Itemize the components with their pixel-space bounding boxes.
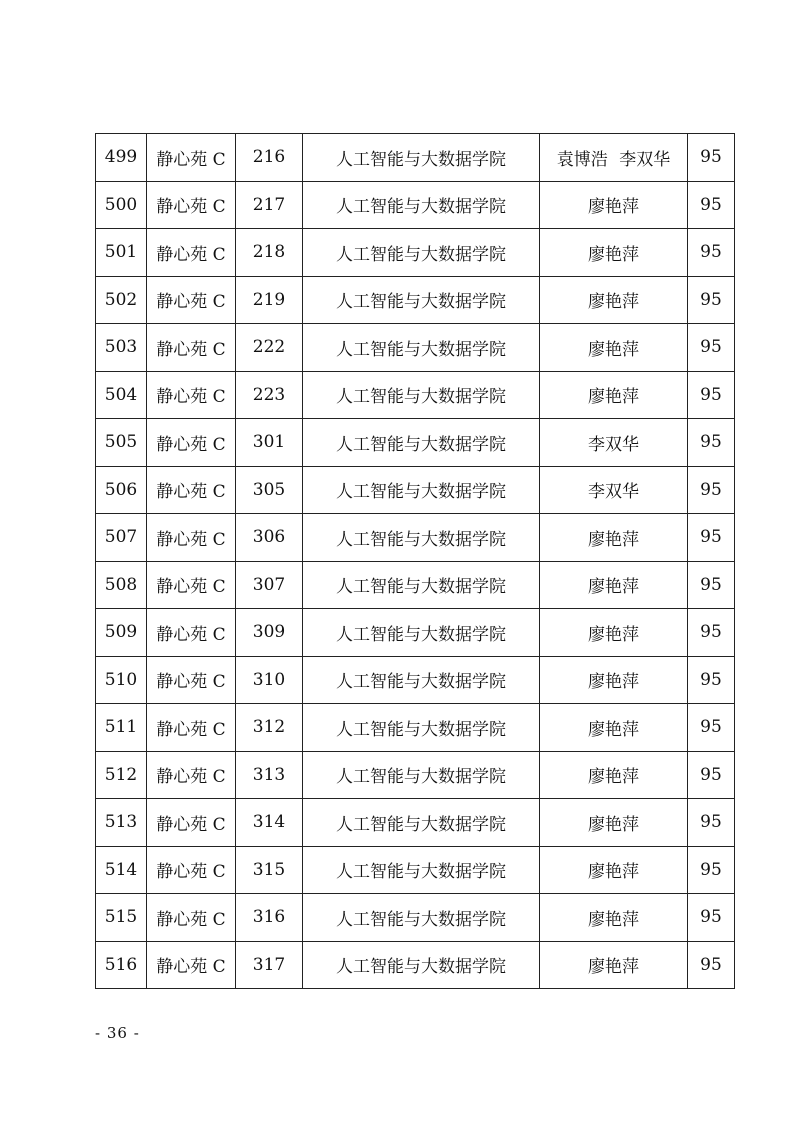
score-cell: 95 bbox=[688, 371, 735, 419]
room-number-cell: 307 bbox=[236, 561, 303, 609]
score-cell: 95 bbox=[688, 656, 735, 704]
building-name-cell: 静心苑 C bbox=[147, 799, 236, 847]
building-name-cell: 静心苑 C bbox=[147, 609, 236, 657]
row-index-cell: 499 bbox=[96, 134, 147, 182]
building-name-cell: 静心苑 C bbox=[147, 419, 236, 467]
room-number-cell: 216 bbox=[236, 134, 303, 182]
college-name-cell: 人工智能与大数据学院 bbox=[303, 846, 540, 894]
counselor-name-cell: 廖艳萍 bbox=[540, 181, 688, 229]
building-name-cell: 静心苑 C bbox=[147, 324, 236, 372]
counselor-name-cell: 廖艳萍 bbox=[540, 609, 688, 657]
counselor-name-cell: 廖艳萍 bbox=[540, 324, 688, 372]
score-cell: 95 bbox=[688, 751, 735, 799]
college-name-cell: 人工智能与大数据学院 bbox=[303, 229, 540, 277]
room-number-cell: 222 bbox=[236, 324, 303, 372]
building-name-cell: 静心苑 C bbox=[147, 941, 236, 989]
room-number-cell: 315 bbox=[236, 846, 303, 894]
room-number-cell: 217 bbox=[236, 181, 303, 229]
room-number-cell: 313 bbox=[236, 751, 303, 799]
college-name-cell: 人工智能与大数据学院 bbox=[303, 371, 540, 419]
table-row bbox=[96, 324, 735, 372]
table-row bbox=[96, 609, 735, 657]
counselor-name-cell: 廖艳萍 bbox=[540, 704, 688, 752]
row-index-cell: 510 bbox=[96, 656, 147, 704]
table-row bbox=[96, 229, 735, 277]
score-cell: 95 bbox=[688, 181, 735, 229]
college-name-cell: 人工智能与大数据学院 bbox=[303, 799, 540, 847]
score-cell: 95 bbox=[688, 229, 735, 277]
score-cell: 95 bbox=[688, 799, 735, 847]
score-cell: 95 bbox=[688, 324, 735, 372]
score-cell: 95 bbox=[688, 894, 735, 942]
score-cell: 95 bbox=[688, 466, 735, 514]
table-row bbox=[96, 704, 735, 752]
building-name-cell: 静心苑 C bbox=[147, 514, 236, 562]
building-name-cell: 静心苑 C bbox=[147, 229, 236, 277]
table-row bbox=[96, 371, 735, 419]
counselor-name-cell: 李双华 bbox=[540, 419, 688, 467]
room-number-cell: 219 bbox=[236, 276, 303, 324]
counselor-name-cell: 廖艳萍 bbox=[540, 561, 688, 609]
row-index-cell: 502 bbox=[96, 276, 147, 324]
row-index-cell: 512 bbox=[96, 751, 147, 799]
room-number-cell: 312 bbox=[236, 704, 303, 752]
college-name-cell: 人工智能与大数据学院 bbox=[303, 514, 540, 562]
building-name-cell: 静心苑 C bbox=[147, 181, 236, 229]
room-number-cell: 317 bbox=[236, 941, 303, 989]
row-index-cell: 513 bbox=[96, 799, 147, 847]
counselor-name-cell: 廖艳萍 bbox=[540, 229, 688, 277]
table-row bbox=[96, 846, 735, 894]
counselor-name-cell: 廖艳萍 bbox=[540, 799, 688, 847]
score-cell: 95 bbox=[688, 561, 735, 609]
college-name-cell: 人工智能与大数据学院 bbox=[303, 656, 540, 704]
college-name-cell: 人工智能与大数据学院 bbox=[303, 466, 540, 514]
table-row bbox=[96, 514, 735, 562]
college-name-cell: 人工智能与大数据学院 bbox=[303, 941, 540, 989]
score-cell: 95 bbox=[688, 276, 735, 324]
score-cell: 95 bbox=[688, 941, 735, 989]
college-name-cell: 人工智能与大数据学院 bbox=[303, 419, 540, 467]
building-name-cell: 静心苑 C bbox=[147, 134, 236, 182]
row-index-cell: 515 bbox=[96, 894, 147, 942]
score-cell: 95 bbox=[688, 609, 735, 657]
building-name-cell: 静心苑 C bbox=[147, 751, 236, 799]
score-cell: 95 bbox=[688, 514, 735, 562]
building-name-cell: 静心苑 C bbox=[147, 466, 236, 514]
building-name-cell: 静心苑 C bbox=[147, 276, 236, 324]
table-row bbox=[96, 656, 735, 704]
counselor-name-cell: 廖艳萍 bbox=[540, 894, 688, 942]
counselor-name-cell: 廖艳萍 bbox=[540, 846, 688, 894]
dormitory-score-table bbox=[95, 133, 735, 989]
building-name-cell: 静心苑 C bbox=[147, 371, 236, 419]
room-number-cell: 218 bbox=[236, 229, 303, 277]
college-name-cell: 人工智能与大数据学院 bbox=[303, 181, 540, 229]
row-index-cell: 507 bbox=[96, 514, 147, 562]
page-number: - 36 - bbox=[95, 1024, 140, 1042]
counselor-name-cell: 廖艳萍 bbox=[540, 656, 688, 704]
counselor-name-cell: 廖艳萍 bbox=[540, 371, 688, 419]
room-number-cell: 306 bbox=[236, 514, 303, 562]
college-name-cell: 人工智能与大数据学院 bbox=[303, 324, 540, 372]
room-number-cell: 305 bbox=[236, 466, 303, 514]
table-row bbox=[96, 276, 735, 324]
table-row bbox=[96, 134, 735, 182]
college-name-cell: 人工智能与大数据学院 bbox=[303, 704, 540, 752]
building-name-cell: 静心苑 C bbox=[147, 894, 236, 942]
row-index-cell: 505 bbox=[96, 419, 147, 467]
table-row bbox=[96, 419, 735, 467]
building-name-cell: 静心苑 C bbox=[147, 846, 236, 894]
table-body bbox=[96, 134, 735, 989]
building-name-cell: 静心苑 C bbox=[147, 656, 236, 704]
table-row bbox=[96, 941, 735, 989]
score-cell: 95 bbox=[688, 846, 735, 894]
row-index-cell: 516 bbox=[96, 941, 147, 989]
college-name-cell: 人工智能与大数据学院 bbox=[303, 609, 540, 657]
room-number-cell: 310 bbox=[236, 656, 303, 704]
score-cell: 95 bbox=[688, 419, 735, 467]
building-name-cell: 静心苑 C bbox=[147, 704, 236, 752]
row-index-cell: 514 bbox=[96, 846, 147, 894]
score-cell: 95 bbox=[688, 704, 735, 752]
row-index-cell: 506 bbox=[96, 466, 147, 514]
room-number-cell: 309 bbox=[236, 609, 303, 657]
counselor-name-cell: 廖艳萍 bbox=[540, 941, 688, 989]
table-row bbox=[96, 799, 735, 847]
room-number-cell: 314 bbox=[236, 799, 303, 847]
counselor-name-cell: 李双华 bbox=[540, 466, 688, 514]
table-row bbox=[96, 894, 735, 942]
score-cell: 95 bbox=[688, 134, 735, 182]
college-name-cell: 人工智能与大数据学院 bbox=[303, 894, 540, 942]
table-row bbox=[96, 561, 735, 609]
counselor-name-cell: 廖艳萍 bbox=[540, 276, 688, 324]
room-number-cell: 223 bbox=[236, 371, 303, 419]
room-number-cell: 316 bbox=[236, 894, 303, 942]
counselor-name-cell: 廖艳萍 bbox=[540, 751, 688, 799]
row-index-cell: 503 bbox=[96, 324, 147, 372]
row-index-cell: 500 bbox=[96, 181, 147, 229]
row-index-cell: 504 bbox=[96, 371, 147, 419]
college-name-cell: 人工智能与大数据学院 bbox=[303, 561, 540, 609]
table-row bbox=[96, 466, 735, 514]
row-index-cell: 511 bbox=[96, 704, 147, 752]
college-name-cell: 人工智能与大数据学院 bbox=[303, 276, 540, 324]
college-name-cell: 人工智能与大数据学院 bbox=[303, 134, 540, 182]
counselor-name-cell: 廖艳萍 bbox=[540, 514, 688, 562]
table-row bbox=[96, 181, 735, 229]
row-index-cell: 501 bbox=[96, 229, 147, 277]
row-index-cell: 508 bbox=[96, 561, 147, 609]
row-index-cell: 509 bbox=[96, 609, 147, 657]
table-row bbox=[96, 751, 735, 799]
room-number-cell: 301 bbox=[236, 419, 303, 467]
college-name-cell: 人工智能与大数据学院 bbox=[303, 751, 540, 799]
building-name-cell: 静心苑 C bbox=[147, 561, 236, 609]
counselor-name-cell: 袁博浩 李双华 bbox=[540, 134, 688, 182]
